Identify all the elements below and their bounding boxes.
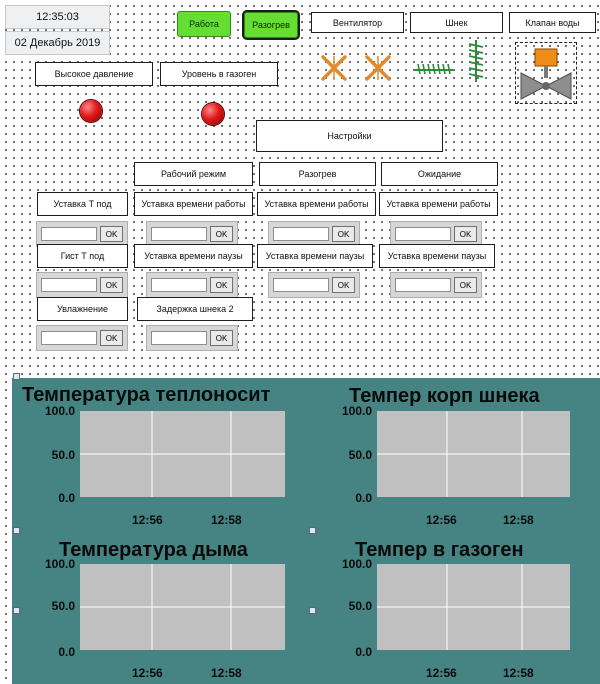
hyst-t-entry — [36, 272, 128, 298]
t-setpoint-ok-button[interactable]: OK — [100, 226, 123, 242]
auger-delay2-entry — [146, 325, 238, 351]
t-setpoint-input[interactable] — [41, 227, 97, 241]
y-tick-label: 0.0 — [355, 491, 372, 505]
x-tick-label: 12:58 — [503, 513, 534, 527]
humidity-label — [37, 297, 128, 321]
chart-grid — [80, 411, 285, 497]
y-tick-label: 100.0 — [44, 404, 75, 418]
fan-label — [311, 12, 404, 33]
settings-text: Настройки — [327, 131, 372, 141]
y-tick-label: 50.0 — [51, 448, 75, 462]
auger-delay2-ok-button[interactable]: OK — [210, 330, 233, 346]
valve-icon[interactable] — [515, 42, 577, 104]
plot-area — [80, 411, 285, 497]
pause-time-ok-button[interactable]: OK — [210, 277, 233, 293]
y-tick-label: 100.0 — [341, 557, 372, 571]
warm-time-set-label — [257, 192, 376, 216]
hyst-t-input[interactable] — [41, 278, 97, 292]
y-tick-label: 50.0 — [348, 448, 372, 462]
warm-time-input[interactable] — [273, 227, 329, 241]
date-display — [5, 31, 110, 55]
y-tick-label: 100.0 — [341, 404, 372, 418]
resize-handle[interactable] — [309, 607, 316, 614]
plot-area — [377, 564, 570, 650]
resize-handle[interactable] — [309, 527, 316, 534]
warm-pause-set-label — [257, 244, 373, 268]
time-display — [5, 5, 110, 29]
humidity-text: Увлажнение — [56, 304, 109, 314]
date-text: 02 Декабрь 2019 — [14, 37, 101, 49]
high-pressure-indicator — [80, 100, 102, 122]
y-tick-label: 0.0 — [58, 491, 75, 505]
resize-handle[interactable] — [13, 373, 20, 380]
chart-title: Темпер корп шнека — [349, 385, 540, 407]
chart-grid — [377, 411, 570, 497]
x-tick-label: 12:58 — [211, 513, 242, 527]
wait-time-set-text: Уставка времени работы — [386, 199, 491, 209]
humidity-input[interactable] — [41, 331, 97, 345]
t-setpoint-label — [37, 192, 128, 216]
plot-area — [377, 411, 570, 497]
pause-time-entry — [146, 272, 238, 298]
wait-pause-set-label — [379, 244, 495, 268]
pause-time-input[interactable] — [151, 278, 207, 292]
auger-delay2-input[interactable] — [151, 331, 207, 345]
waiting-text: Ожидание — [417, 169, 462, 179]
hyst-t-text: Гист Т под — [60, 251, 105, 261]
work-time-input[interactable] — [151, 227, 207, 241]
t-setpoint-text: Уставка Т под — [53, 199, 112, 209]
resize-handle[interactable] — [13, 527, 20, 534]
high-pressure-label — [35, 62, 153, 86]
warm-pause-entry — [268, 272, 360, 298]
work-mode-header — [134, 162, 253, 186]
fan-icon — [320, 54, 348, 82]
fan-icon — [364, 54, 392, 82]
wait-pause-input[interactable] — [395, 278, 451, 292]
work-button-label: Работа — [189, 19, 219, 29]
y-tick-label: 50.0 — [51, 599, 75, 613]
wait-time-set-label — [379, 192, 498, 216]
warm-pause-input[interactable] — [273, 278, 329, 292]
time-text: 12:35:03 — [36, 11, 79, 23]
y-tick-label: 0.0 — [58, 645, 75, 659]
resize-handle[interactable] — [13, 607, 20, 614]
wait-time-ok-button[interactable]: OK — [454, 226, 477, 242]
auger-label — [410, 12, 503, 33]
humidity-ok-button[interactable]: OK — [100, 330, 123, 346]
work-mode-text: Рабочий режим — [160, 169, 227, 179]
settings-header — [256, 120, 443, 152]
work-time-set-text: Уставка времени работы — [141, 199, 246, 209]
heat-button[interactable] — [244, 12, 298, 38]
y-tick-label: 0.0 — [355, 645, 372, 659]
gas-level-indicator — [202, 103, 224, 125]
valve-label — [509, 12, 596, 33]
y-tick-label: 100.0 — [44, 557, 75, 571]
chart-title: Температура теплоносит — [22, 384, 271, 406]
chart-grid — [80, 564, 285, 650]
warmup-header — [259, 162, 376, 186]
auger-delay2-label — [137, 297, 253, 321]
x-tick-label: 12:56 — [132, 513, 163, 527]
warm-pause-set-text: Уставка времени паузы — [265, 251, 365, 261]
hyst-t-label — [37, 244, 128, 268]
wait-pause-set-text: Уставка времени паузы — [387, 251, 487, 261]
wait-pause-entry — [390, 272, 482, 298]
heat-button-label: Разогрев — [252, 20, 290, 30]
x-tick-label: 12:56 — [132, 666, 163, 680]
work-time-set-label — [134, 192, 253, 216]
pause-time-set-text: Уставка времени паузы — [144, 251, 243, 261]
hyst-t-ok-button[interactable]: OK — [100, 277, 123, 293]
chart-title: Темпер в газоген — [355, 539, 524, 561]
auger-delay2-text: Задержка шнека 2 — [156, 304, 234, 314]
humidity-entry — [36, 325, 128, 351]
high-pressure-text: Высокое давление — [54, 69, 134, 79]
waiting-header — [381, 162, 498, 186]
warmup-text: Разогрев — [298, 169, 337, 179]
x-tick-label: 12:58 — [503, 666, 534, 680]
gas-level-label — [160, 62, 278, 86]
warm-time-set-text: Уставка времени работы — [264, 199, 369, 209]
x-tick-label: 12:56 — [426, 666, 457, 680]
auger-icon — [414, 60, 454, 76]
warm-time-ok-button[interactable]: OK — [332, 226, 355, 242]
auger-icon — [467, 39, 485, 83]
fan-label-text: Вентилятор — [332, 17, 383, 28]
y-tick-label: 50.0 — [348, 599, 372, 613]
chart-grid — [377, 564, 570, 650]
x-tick-label: 12:58 — [211, 666, 242, 680]
pause-time-set-label — [134, 244, 253, 268]
wait-pause-ok-button[interactable]: OK — [454, 277, 477, 293]
work-button[interactable] — [177, 11, 231, 37]
valve-label-text: Клапан воды — [525, 17, 580, 28]
plot-area — [80, 564, 285, 650]
auger-label-text: Шнек — [445, 17, 468, 28]
wait-time-input[interactable] — [395, 227, 451, 241]
chart-title: Температура дыма — [59, 539, 248, 561]
work-time-ok-button[interactable]: OK — [210, 226, 233, 242]
warm-pause-ok-button[interactable]: OK — [332, 277, 355, 293]
gas-level-text: Уровень в газоген — [181, 69, 257, 79]
x-tick-label: 12:56 — [426, 513, 457, 527]
